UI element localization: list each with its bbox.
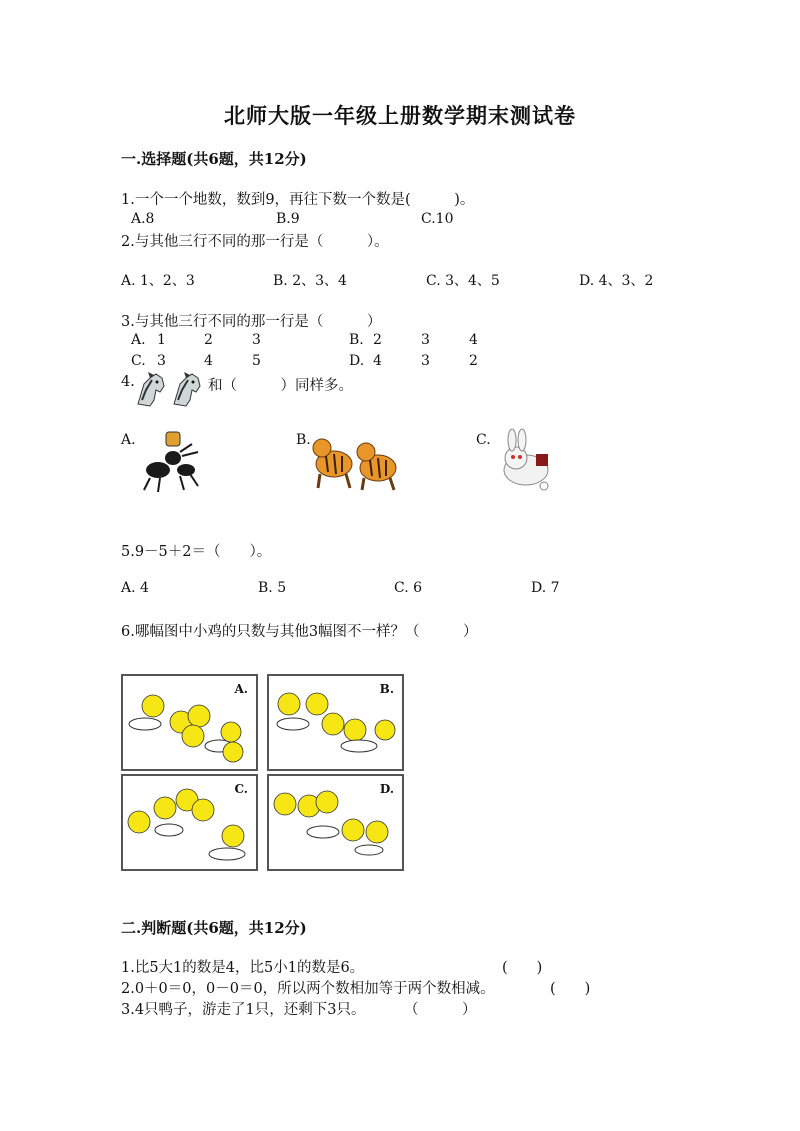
- question-6-stem: 6.哪幅图中小鸡的只数与其他3幅图不一样？（ ）: [121, 624, 478, 640]
- judge-1-stem: 1.比5大1的数是4，比5小1的数是6。: [121, 960, 365, 976]
- q3-option-num: 3: [421, 353, 430, 369]
- rabbit-image: [492, 428, 562, 494]
- two-horses-image: [134, 370, 206, 410]
- q2-option-c[interactable]: C. 3、4、5: [426, 273, 500, 289]
- q5-option-a[interactable]: A. 4: [121, 580, 149, 596]
- section-heading-judgement: 二.判断题(共6题，共12分): [121, 919, 307, 937]
- q3-option-num: 3: [252, 332, 261, 348]
- q4-option-b[interactable]: B.: [296, 432, 311, 448]
- panel-letter: A.: [234, 682, 248, 696]
- q3-option-num: 2: [469, 353, 478, 369]
- q3-option-num: 4: [469, 332, 478, 348]
- tiger-icon: [357, 443, 396, 490]
- chick-panel-d[interactable]: [267, 774, 404, 871]
- q3-option-letter: D.: [349, 353, 365, 369]
- question-5-stem: 5.9－5＋2＝（ ）。: [121, 544, 272, 560]
- two-tigers-image: [312, 432, 404, 494]
- panel-letter: B.: [379, 682, 394, 696]
- q3-option-num: 4: [373, 353, 382, 369]
- q5-option-d[interactable]: D. 7: [531, 580, 560, 596]
- question-3-stem: 3.与其他三行不同的那一行是（ ）: [121, 314, 382, 330]
- q4-option-a[interactable]: A.: [121, 432, 136, 448]
- panel-letter: D.: [379, 782, 394, 796]
- judge-1-blank[interactable]: ( ): [502, 960, 543, 976]
- q3-option-b[interactable]: [349, 332, 478, 348]
- judge-2-blank[interactable]: ( ): [550, 981, 591, 997]
- q5-option-c[interactable]: C. 6: [394, 580, 423, 596]
- q3-option-num: 5: [252, 353, 261, 369]
- horse-icon: [138, 372, 164, 406]
- section-heading-choice: 一.选择题(共6题，共12分): [121, 150, 307, 168]
- judge-3-blank[interactable]: （ ）: [404, 1002, 477, 1018]
- q3-option-num: 2: [204, 332, 213, 348]
- tiger-icon: [313, 439, 352, 488]
- q3-option-letter: A.: [131, 332, 146, 348]
- chick-panel-c[interactable]: [121, 774, 258, 871]
- q3-option-num: 3: [421, 332, 430, 348]
- q1-option-b[interactable]: B.9: [276, 211, 300, 227]
- q3-option-c[interactable]: [131, 353, 261, 369]
- q3-option-num: 1: [157, 332, 166, 348]
- chick-panel-a[interactable]: [121, 674, 258, 771]
- q3-option-d[interactable]: [349, 353, 478, 369]
- horse-icon: [174, 372, 200, 406]
- q2-option-a[interactable]: A. 1、2、3: [121, 273, 195, 289]
- q3-option-num: 2: [373, 332, 382, 348]
- q3-option-num: 4: [204, 353, 213, 369]
- q2-option-d[interactable]: D. 4、3、2: [579, 273, 654, 289]
- judge-2-stem: 2.0＋0＝0，0－0＝0，所以两个数相加等于两个数相减。: [121, 981, 495, 997]
- judge-3-stem: 3.4只鸭子，游走了1只，还剩下3只。: [121, 1002, 366, 1018]
- q1-option-a[interactable]: A.8: [131, 211, 155, 227]
- q5-option-b[interactable]: B. 5: [258, 580, 287, 596]
- q3-option-letter: C.: [131, 353, 146, 369]
- q3-option-letter: B.: [349, 332, 364, 348]
- chick-panel-b[interactable]: [267, 674, 404, 771]
- panel-letter: C.: [234, 782, 248, 796]
- question-4-stem: 和（ ）同样多。: [208, 378, 353, 394]
- q4-option-c[interactable]: C.: [476, 432, 491, 448]
- q2-option-b[interactable]: B. 2、3、4: [273, 273, 347, 289]
- q1-option-c[interactable]: C.10: [421, 211, 454, 227]
- ant-with-jar-image: [140, 430, 205, 495]
- question-1-stem: 1.一个一个地数，数到9，再往下数一个数是( )。: [121, 192, 475, 208]
- q3-option-a[interactable]: [131, 332, 261, 348]
- page-title: 北师大版一年级上册数学期末测试卷: [224, 103, 576, 128]
- question-2-stem: 2.与其他三行不同的那一行是（ ）。: [121, 234, 389, 250]
- question-4-number: 4.: [121, 374, 135, 390]
- q3-option-num: 3: [157, 353, 166, 369]
